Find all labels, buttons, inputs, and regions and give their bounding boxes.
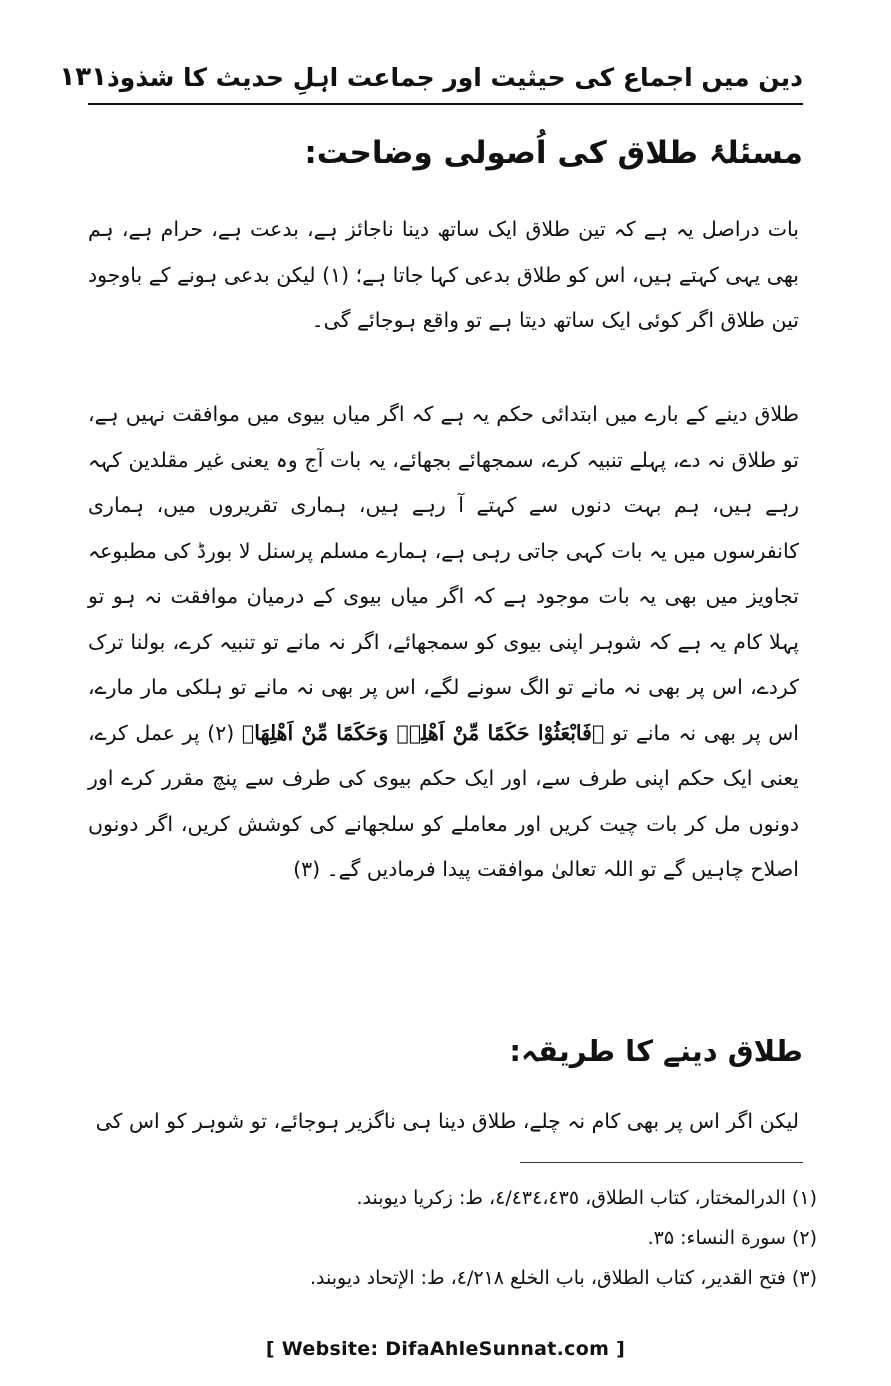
paragraph-2-text-b: (۲) پر عمل کرے، یعنی ایک حکم اپنی طرف سے، اور ایک حکم بیوی کی طرف سے پنچ مقرر کرے اور دونوں مل کر بات چیت کریں اور معاملے کو سلجھانے کی کوشش کریں، اگر دونوں اصلاح چاہیں گے تو اللہ تعالیٰ موافقت پیدا فرمادیں گے۔ (۳) <box>88 720 799 881</box>
running-title: دین میں اجماع کی حیثیت اور جماعت اہلِ حدیث کا شذوذ <box>106 62 803 92</box>
page-number: ۱۳۱ <box>59 62 107 92</box>
website-footer: [ Website: DifaAhleSunnat.com ] <box>265 1338 626 1360</box>
section-heading-principle: مسئلۂ طلاق کی اُصولی وضاحت: <box>304 135 803 171</box>
footnote-2: (۲) سورة النساء: ۳۵. <box>647 1227 817 1249</box>
header-rule <box>88 103 803 105</box>
section-heading-method: طلاق دینے کا طریقہ: <box>509 1034 803 1068</box>
footnote-rule <box>520 1162 803 1163</box>
paragraph-3: لیکن اگر اس پر بھی کام نہ چلے، طلاق دینا ہی ناگزیر ہوجائے، تو شوہر کو اس کی <box>95 1109 799 1133</box>
footnote-3: (۳) فتح القدير، كتاب الطلاق، باب الخلع ٤/٢١٨، ط: الإتحاد ديوبند. <box>310 1267 817 1289</box>
quran-verse: ﴿فَابْعَثُوْا حَكَمًا مِّنْ اَهْلِهٖ وَحَكَمًا مِّنْ اَهْلِهَا﴾ <box>241 720 605 745</box>
paragraph-2-text-a: طلاق دینے کے بارے میں ابتدائی حکم یہ ہے کہ اگر میاں بیوی میں موافقت نہیں ہے، تو طلاق نہ دے، پہلے تنبیہ کرے، سمجھائے بجھائے، یہ بات آج وہ یعنی غیر مقلدین کہہ رہے ہیں، ہم بہت دنوں سے کہتے آ رہے ہیں، ہماری تقریروں میں، ہماری کانفرسوں میں یہ بات کہی جاتی رہی ہے، ہمارے مسلم پرسنل لا بورڈ کی مطبوعہ تجاویز میں بھی یہ بات موجود ہے کہ اگر میاں بیوی کے درمیان موافقت نہ ہو تو پہلا کام یہ ہے کہ شوہر اپنی بیوی کو سمجھائے، اگر نہ مانے تو تنبیہ کرے، بولنا ترک کردے، اس پر بھی نہ مانے تو الگ سونے لگے، اس پر بھی نہ مانے تو ہلکی مار مارے، اس پر بھی نہ مانے تو <box>88 402 799 745</box>
paragraph-1: بات دراصل یہ ہے کہ تین طلاق ایک ساتھ دینا ناجائز ہے، بدعت ہے، حرام ہے، ہم بھی یہی کہتے ہیں، اس کو طلاق بدعی کہا جاتا ہے؛ (۱) لیکن بدعی ہونے کے باوجود تین طلاق اگر کوئی ایک ساتھ دیتا ہے تو واقع ہوجائے گی۔ <box>88 217 799 332</box>
paragraph-2 <box>88 392 799 893</box>
footnotes <box>88 1178 817 1298</box>
footnote-1: (۱) الدرالمختار، كتاب الطلاق، ٤/٤٣٤،٤٣٥، ط: زكريا ديوبند. <box>356 1187 817 1209</box>
page-header <box>59 52 803 102</box>
